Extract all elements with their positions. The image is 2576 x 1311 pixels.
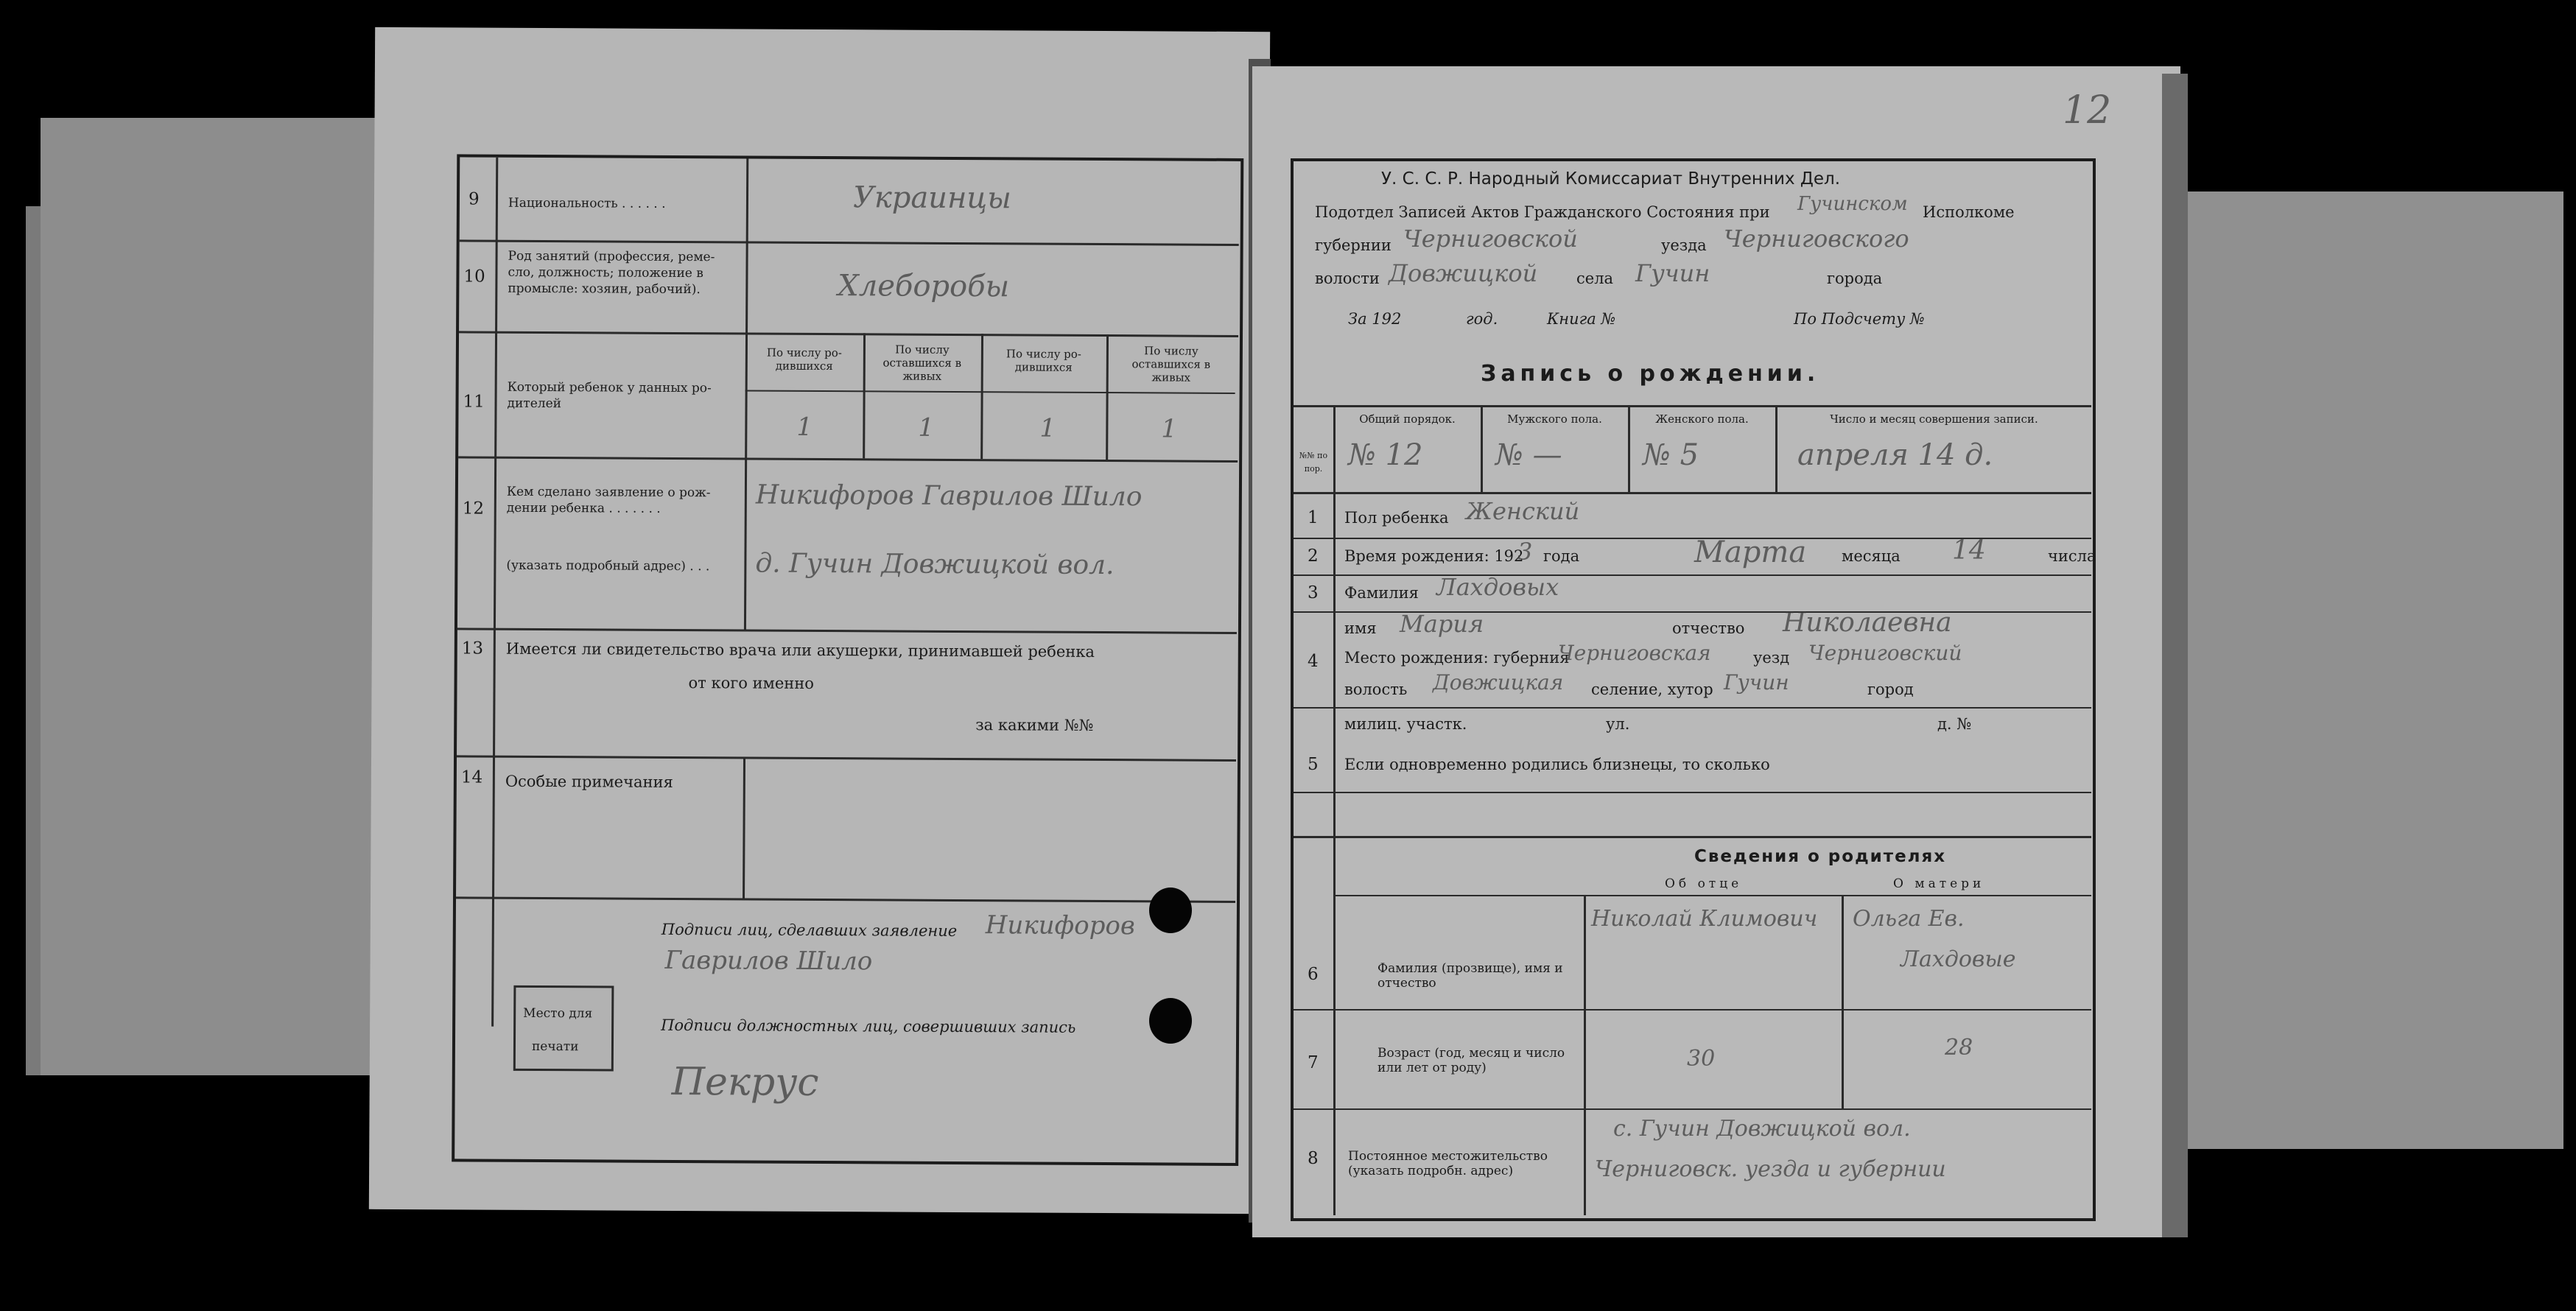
- row-number-13: 13: [461, 639, 484, 658]
- col-born-1: По числу ро- дившихся: [766, 345, 842, 373]
- residence-value-2: Черниговск. уезда и губернии: [1595, 1156, 1946, 1182]
- occupation-label-2: сло, должность; положение в: [508, 264, 703, 281]
- birth-year-suffix: года: [1543, 547, 1580, 565]
- table-value-female: № 5: [1643, 438, 1699, 472]
- header-vol-hand: Довжицкой: [1389, 259, 1538, 287]
- header-ispolkom: Исполкоме: [1923, 203, 2015, 221]
- table-value-general: № 12: [1348, 438, 1423, 472]
- surname-label: Фамилия: [1344, 584, 1419, 602]
- applicant-signature-hand-2: Гаврилов Шило: [664, 945, 873, 977]
- header-gub-label: губернии: [1315, 236, 1391, 254]
- birthplace-uezd-value: Черниговский: [1808, 641, 1962, 665]
- row-number-6: 6: [1308, 965, 1319, 984]
- child-order-label-2: дителей: [507, 396, 562, 412]
- declarant-label-1: Кем сделано заявление о рож-: [506, 484, 711, 501]
- residence-value-1: с. Гучин Довжицкой вол.: [1613, 1116, 1911, 1142]
- birthplace-vol-value: Довжицкая: [1433, 670, 1564, 695]
- stamp-label-1: Место для: [523, 1005, 593, 1022]
- table-col-line: [1481, 405, 1483, 492]
- militia-label: милиц. участк.: [1344, 715, 1467, 733]
- stamp-label-2: печати: [531, 1038, 579, 1055]
- child-sex-value: Женский: [1466, 497, 1580, 525]
- row-number-11: 11: [463, 392, 485, 412]
- child-sex-label: Пол ребенка: [1344, 509, 1449, 527]
- table-col-line: [1628, 405, 1630, 492]
- row-number-5: 5: [1308, 755, 1319, 774]
- twins-label: Если одновременно родились близнецы, то сколько: [1344, 756, 1770, 773]
- birthplace-city-label: город: [1867, 681, 1914, 698]
- value-alive-2: 1: [1161, 414, 1178, 444]
- row-number-1: 1: [1308, 508, 1319, 527]
- nationality-value: Украинцы: [852, 180, 1011, 216]
- nationality-label: Национальность . . . . . .: [508, 195, 666, 211]
- value-alive-1: 1: [918, 412, 935, 443]
- table-head-general: Общий порядок.: [1359, 412, 1456, 426]
- row-number-7: 7: [1308, 1053, 1319, 1072]
- header-selo-hand: Гучин: [1635, 259, 1710, 287]
- certificate-numbers: за какими №№: [975, 716, 1094, 734]
- page-number: 12: [2063, 88, 2112, 133]
- officials-signature-label: Подписи должностных лиц, совершивших запись: [661, 1016, 1076, 1036]
- birth-time-label: Время рождения: 192: [1344, 547, 1524, 565]
- header-podschet: По Подсчету №: [1794, 310, 1925, 328]
- street-label: ул.: [1606, 715, 1630, 733]
- col-born-2: По числу ро- дившихся: [1006, 347, 1081, 374]
- num-col-line: [1333, 405, 1336, 1215]
- header-line-2: Подотдел Записей Актов Гражданского Состояния при: [1315, 203, 1770, 221]
- table-head-date: Число и месяц совершения записи.: [1830, 412, 2038, 426]
- birthplace-selo-label: селение, хутор: [1591, 681, 1713, 698]
- background-board-right: [2166, 191, 2563, 1149]
- special-notes-label: Особые примечания: [505, 772, 673, 791]
- row-number-2: 2: [1308, 546, 1319, 566]
- parents-col-line: [1584, 895, 1586, 1215]
- table-head-female: Женского пола.: [1655, 412, 1749, 426]
- birth-month-hand: Марта: [1694, 535, 1807, 569]
- certificate-question: Имеется ли свидетельство врача или акушерки, принимавшей ребенка: [505, 639, 1095, 661]
- birthplace-uezd-label: уезд: [1753, 649, 1790, 667]
- header-gorod-label: города: [1827, 270, 1883, 287]
- patronymic-label: отчество: [1672, 619, 1745, 637]
- record-title: Запись о рождении.: [1481, 361, 1820, 387]
- header-line-1: У. С. С. Р. Народный Комиссариат Внутренних Дел.: [1381, 169, 1840, 189]
- row-number-10: 10: [463, 267, 485, 287]
- table-line: [1294, 405, 2091, 407]
- birth-month-label: месяца: [1842, 547, 1901, 565]
- mother-name-value: Ольга Ев.: [1853, 906, 1965, 932]
- row-line: [1294, 836, 2091, 838]
- applicant-signature-hand: Никифоров: [985, 910, 1135, 941]
- binding-hole: [1149, 998, 1192, 1044]
- occupation-value: Хлеборобы: [838, 269, 1010, 304]
- declarant-name-value: Никифоров Гаврилов Шило: [755, 479, 1143, 513]
- row-number-3: 3: [1308, 583, 1319, 602]
- birth-day-label: числа: [2048, 547, 2096, 565]
- row-line: [1294, 707, 2091, 709]
- header-vol-label: волости: [1315, 270, 1380, 287]
- header-kniga: Книга №: [1547, 310, 1616, 328]
- row-line: [1294, 1108, 2091, 1110]
- patronymic-value: Николаевна: [1783, 608, 1952, 638]
- header-gub-hand: Черниговской: [1403, 225, 1578, 253]
- parents-col-line: [1842, 895, 1844, 1108]
- mother-surname-value: Лахдовые: [1901, 946, 2016, 972]
- value-born-2: 1: [1039, 413, 1056, 443]
- birthplace-gub-value: Черниговская: [1558, 641, 1711, 665]
- table-head-male: Мужского пола.: [1507, 412, 1602, 426]
- first-name-label: имя: [1344, 619, 1377, 637]
- parent-age-label: Возраст (год, месяц и число или лет от роду): [1378, 1046, 1565, 1075]
- row-number-4: 4: [1308, 652, 1319, 671]
- header-uezd-label: уезда: [1661, 236, 1707, 254]
- child-order-label-1: Который ребенок у данных ро-: [507, 379, 712, 396]
- book-right-edge: [2162, 74, 2188, 1237]
- father-age-value: 30: [1687, 1046, 1716, 1072]
- table-side-label: №№ по пор.: [1299, 451, 1328, 474]
- applicant-signature-label: Подписи лиц, сделавших заявление: [661, 920, 958, 940]
- birthplace-vol-label: волость: [1344, 681, 1408, 698]
- header-year: За 192: [1348, 310, 1402, 328]
- mother-age-value: 28: [1945, 1035, 1973, 1061]
- left-page: [369, 27, 1270, 1214]
- parents-mother-header: О матери: [1893, 876, 1985, 891]
- header-god: год.: [1466, 310, 1498, 328]
- officials-signature-hand: Пекрус: [671, 1059, 819, 1106]
- header-uezd-hand: Черниговского: [1724, 225, 1909, 253]
- stamp-box: [513, 985, 614, 1072]
- col-alive-1: По числу оставшихся в живых: [882, 342, 962, 383]
- father-name-value: Николай Климович: [1591, 906, 1818, 932]
- row-line: [1294, 574, 2091, 576]
- row-number-9: 9: [468, 189, 480, 209]
- row-number-12: 12: [462, 499, 485, 519]
- birth-year-hand: 3: [1517, 538, 1533, 566]
- col-alive-2: По числу оставшихся в живых: [1131, 344, 1211, 384]
- row-number-14: 14: [460, 767, 483, 787]
- declarant-label-2: дении ребенка . . . . . . .: [506, 500, 661, 516]
- surname-value: Лахдовых: [1436, 573, 1559, 601]
- residence-label: Постоянное местожительство (указать подробн. адрес): [1348, 1149, 1548, 1178]
- binding-hole: [1149, 888, 1192, 933]
- birthplace-label: Место рождения: губерния: [1344, 649, 1570, 667]
- header-selo-label: села: [1576, 270, 1614, 287]
- right-page: [1252, 66, 2180, 1237]
- house-label: д. №: [1937, 715, 1972, 733]
- parents-title: Сведения о родителях: [1694, 847, 1947, 866]
- table-value-male: № —: [1495, 438, 1562, 472]
- table-col-line: [1775, 405, 1777, 492]
- birth-day-hand: 14: [1952, 535, 1986, 566]
- birthplace-selo-value: Гучин: [1724, 670, 1789, 695]
- certificate-from-whom: от кого именно: [688, 674, 815, 692]
- value-born-1: 1: [796, 412, 813, 442]
- occupation-label-1: Род занятий (профессия, реме-: [508, 248, 715, 265]
- table-line: [1294, 492, 2091, 494]
- header-ispolkom-hand: Гучинском: [1797, 193, 1908, 215]
- declarant-address-label: (указать подробный адрес) . . .: [506, 558, 710, 574]
- row-number-8: 8: [1308, 1149, 1319, 1168]
- parents-father-header: Об отце: [1665, 876, 1743, 891]
- parent-name-label: Фамилия (прозвище), имя и отчество: [1378, 961, 1563, 991]
- occupation-label-3: промысле: хозяин, рабочий).: [508, 281, 701, 298]
- row-line: [1294, 1009, 2091, 1011]
- declarant-address-value: д. Гучин Довжицкой вол.: [755, 548, 1115, 581]
- table-value-date: апреля 14 д.: [1797, 438, 1993, 472]
- first-name-value: Мария: [1400, 610, 1484, 638]
- row-line: [1333, 895, 2091, 896]
- row-line: [1294, 792, 2091, 793]
